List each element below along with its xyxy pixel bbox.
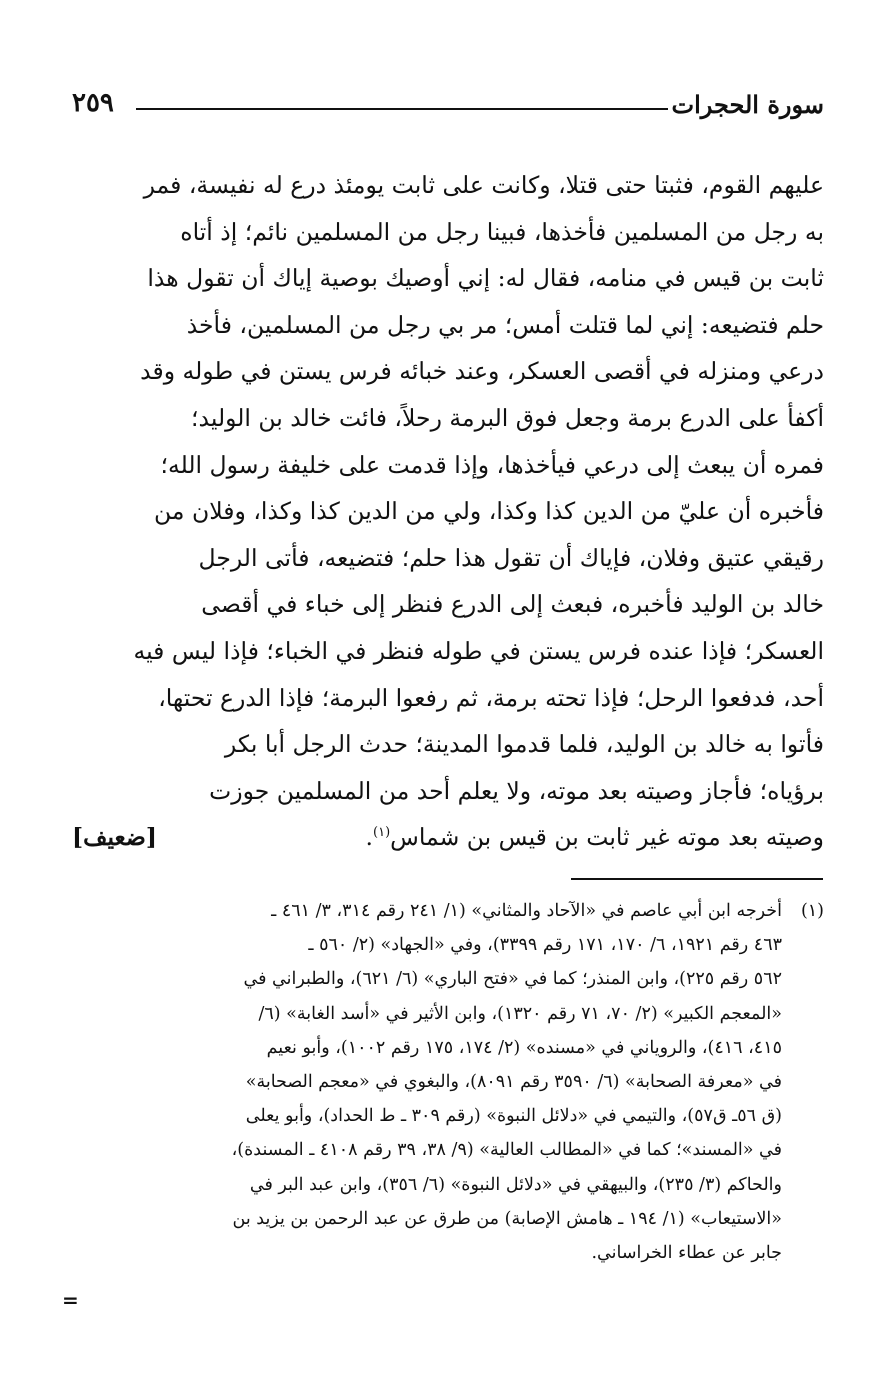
footnote-line: «الاستيعاب» (١/ ١٩٤ ـ هامش الإصابة) من طرق عن عبد الرحمن بن يزيد بن [232,1208,782,1229]
footnote-line: والحاكم (٣/ ٢٣٥)، والبيهقي في «دلائل النبوة» (٦/ ٣٥٦)، وابن عبد البر في [249,1174,782,1195]
text-line: فأتوا به خالد بن الوليد، فلما قدموا المدينة؛ حدث الرجل أبا بكر [224,730,824,759]
footnote-line: جابر عن عطاء الخراساني. [591,1242,782,1263]
continuation-mark: = [62,1288,79,1312]
footnote-line: في «المسند»؛ كما في «المطالب العالية» (٩/ ٣٨، ٣٩ رقم ٤١٠٨ ـ المسندة)، [231,1140,782,1161]
footnote-line: ٥٦٢ رقم ٢٢٥)، وابن المنذر؛ كما في «فتح الباري» (٦/ ٦٢١)، والطبراني في [243,969,782,990]
text-line: برؤياه؛ فأجاز وصيته بعد موته، ولا يعلم أحد من المسلمين جوزت [209,776,824,805]
running-header [72,88,824,128]
footnote-line: «المعجم الكبير» (٢/ ٧٠، ٧١ رقم ١٣٢٠)، وابن الأثير في «أسد الغابة» (٦/ [258,1003,782,1024]
footnote-line-first [72,894,824,928]
page-number: ٢٥٩ [72,88,114,118]
text-line: حلم فتضيعه: إني لما قتلت أمس؛ مر بي رجل من المسلمين، فأخذ [186,310,824,339]
main-text [72,162,824,861]
hadith-grade: [ضعيف] [72,823,157,852]
text-line: خالد بن الوليد فأخبره، فبعث إلى الدرع فنظر إلى خباء في أقصى [201,590,824,619]
footnote-text: أخرجه ابن أبي عاصم في «الآحاد والمثاني» (١/ ٢٤١ رقم ٣١٤، ٣/ ٤٦١ ـ [271,901,782,921]
text-line: أكفأ على الدرع برمة وجعل فوق البرمة رحلاً، فائت خالد بن الوليد؛ [191,403,824,432]
footnotes [72,894,824,1270]
text-line: أحد، فدفعوا الرحل؛ فإذا تحته برمة، ثم رفعوا البرمة؛ فإذا الدرع تحتها، [158,683,824,712]
text-line: به رجل من المسلمين فأخذها، فبينا رجل من المسلمين نائم؛ إذ أتاه [180,217,824,246]
text-line: العسكر؛ فإذا عنده فرس يستن في طوله فنظر في الخباء؛ فإذا ليس فيه [133,636,824,665]
footnote-line: (ق ٥٦ـ ق٥٧)، والتيمي في «دلائل النبوة» (رقم ٣٠٩ ـ ط الحداد)، وأبو يعلى [245,1106,782,1127]
footnote-line: ٤١٥، ٤١٦)، والروياني في «مسنده» (٢/ ١٧٤، ١٧٥ رقم ١٠٠٢)، وأبو نعيم [266,1037,782,1058]
text-line-last [72,814,824,861]
text-line: عليهم القوم، فثبتا حتى قتلا، وكانت على ثابت يومئذ درع له نفيسة، فمر [143,171,824,199]
last-line-text: وصيته بعد موته غير ثابت بن قيس بن شماس [390,823,824,852]
last-line-period: . [365,823,373,852]
footnote-divider [571,878,823,880]
text-line: فمره أن يبعث إلى درعي فيأخذها، وإذا قدمت على خليفة رسول الله؛ [160,450,824,479]
text-line: درعي ومنزله في أقصى العسكر، وعند خبائه فرس يستن في طوله وقد [140,357,824,386]
footnote-number: (١) [800,901,824,921]
text-line: رقيقي عتيق وفلان، فإياك أن تقول هذا حلم؛ فتضيعه، فأتى الرجل [198,543,824,572]
text-line: ثابت بن قيس في منامه، فقال له: إني أوصيك بوصية إياك أن تقول هذا [147,264,824,293]
text-line: فأخبره أن عليّ من الدين كذا وكذا، ولي من الدين كذا وكذا، وفلان من [154,497,824,526]
surah-title: سورة الحجرات [671,90,824,119]
footnote-reference[interactable]: (١) [373,825,391,841]
footnote-line: ٤٦٣ رقم ١٩٢١، ٦/ ١٧٠، ١٧١ رقم ٣٣٩٩)، وفي «الجهاد» (٢/ ٥٦٠ ـ [308,935,782,956]
header-rule [136,108,668,110]
footnote-line: في «معرفة الصحابة» (٦/ ٣٥٩٠ رقم ٨٠٩١)، والبغوي في «معجم الصحابة» [245,1071,782,1092]
